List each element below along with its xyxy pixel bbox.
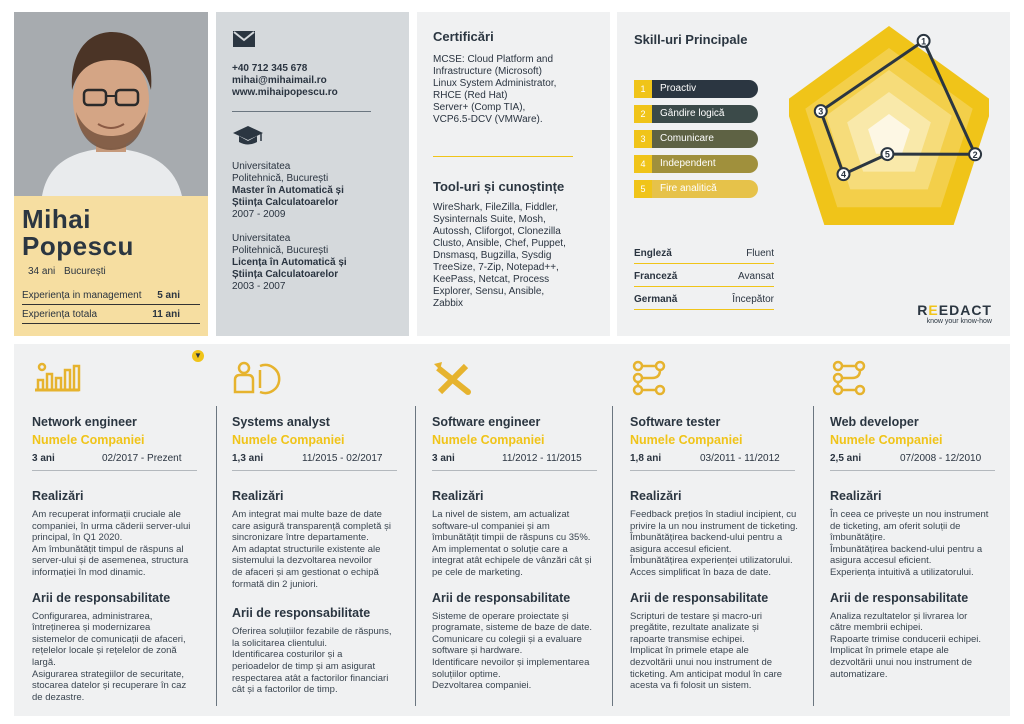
first-name: Mihai	[22, 204, 91, 234]
education-years: 2007 - 2009	[232, 209, 286, 220]
job-duration-row	[32, 453, 197, 471]
text-line: Dezvoltarea companiei.	[432, 680, 532, 692]
achievements-heading: Realizări	[32, 489, 84, 503]
text-line: de dezastre.	[32, 691, 85, 703]
text-line: Îmbunătățirea backend-ului pentru a	[830, 543, 983, 555]
text-line: sistemelor de comunicații de afaceri,	[32, 633, 186, 645]
text-line: automatizare.	[830, 668, 888, 680]
text-line: stocarea datelor și recuperare în caz	[32, 680, 187, 692]
achievements-text	[232, 509, 400, 590]
text-line: ticketing. Am anticipat modul în care	[630, 668, 783, 680]
phone-link[interactable]: +40 712 345 678	[232, 63, 308, 74]
text-line: privire la un nou instrument de ticketing.	[630, 520, 798, 532]
text-line: asigura accesul eficient.	[630, 543, 732, 555]
job-title: Web developer	[830, 415, 919, 429]
achievements-heading: Realizări	[232, 489, 284, 503]
text-line: îmbunătățit timpii de răspuns cu 35%.	[432, 532, 591, 544]
text-line: programate, sisteme de baze de date.	[432, 622, 593, 634]
skill-bar-5	[634, 180, 758, 198]
text-line: La nivel de sistem, am actualizat	[432, 509, 570, 520]
job-duration-row	[630, 453, 795, 471]
growth-chart-icon	[32, 360, 82, 396]
tool-line: TreeSize, 7-Zip, Notepad++,	[433, 262, 559, 273]
certifications-title: Certificări	[433, 29, 494, 44]
achievements-text	[630, 509, 798, 579]
job-title: Systems analyst	[232, 415, 330, 429]
text-line: companiei, în urma căderii server-ului	[32, 520, 191, 532]
education-years: 2003 - 2007	[232, 281, 286, 292]
text-line: pe cele de marketing.	[432, 566, 523, 578]
experience-value: 11 ani	[152, 309, 180, 320]
text-line: rapoarte transmise echipei.	[630, 633, 745, 645]
tool-line: Dnsmasq, Bugzilla, Sysdig	[433, 250, 552, 261]
language-name: Franceză	[634, 271, 678, 282]
text-line: sistemului la dezvoltarea nevoilor	[232, 555, 372, 567]
job-column	[214, 344, 414, 716]
skill-label: Independent	[660, 158, 716, 169]
text-line: către membrii echipei.	[830, 622, 923, 634]
text-line: Feedback prețios în stadiul incipient, cu	[630, 509, 797, 520]
tool-line: Sysinternals Suite, Mosh,	[433, 214, 546, 225]
text-line: Sisteme de operare proiectate și	[432, 610, 569, 622]
responsibilities-heading: Arii de responsabilitate	[630, 590, 769, 605]
text-line: În ceea ce privește un nou instrument	[830, 509, 989, 520]
cert-line: Infrastructure (Microsoft)	[433, 66, 542, 77]
brand-part: R	[917, 302, 929, 318]
job-duration: 2,5 ani	[830, 453, 862, 464]
language-level: Începător	[732, 294, 774, 305]
text-line: Acces simplificat în baza de date.	[630, 566, 771, 578]
company-name: Numele Companiei	[432, 433, 545, 447]
responsibilities-text	[630, 611, 798, 692]
text-line: Experiența intuitivă a utilizatorului.	[830, 566, 974, 578]
experience-label: Experiența in management	[22, 290, 142, 301]
skills-title: Skill-uri Principale	[634, 32, 748, 47]
text-line: informației în mod dinamic.	[32, 566, 146, 578]
text-line: cât și a factorilor de timp.	[232, 684, 338, 696]
text-line: rețelelor locale și rețelelor de zonă	[32, 645, 177, 657]
job-period: 03/2011 - 11/2012	[700, 453, 780, 464]
skill-label: Proactiv	[660, 83, 697, 94]
text-line: dezvoltării unui nou instrument de	[630, 656, 773, 668]
job-duration: 3 ani	[432, 453, 455, 464]
text-line: întreținerea și modernizarea	[32, 622, 151, 634]
design-tools-icon	[432, 360, 482, 396]
language-row	[634, 271, 774, 287]
envelope-icon	[232, 30, 256, 48]
cert-line: RHCE (Red Hat)	[433, 90, 508, 101]
language-level: Fluent	[746, 248, 774, 259]
text-line: Implicat în primele etape ale	[630, 645, 749, 657]
company-name: Numele Companiei	[630, 433, 743, 447]
job-period: 07/2008 - 12/2010	[900, 453, 982, 464]
job-column	[14, 344, 214, 716]
text-line: Am îmbunătățit timpul de răspuns al	[32, 543, 184, 555]
cert-line: VCP6.5-DCV (VMWare).	[433, 114, 543, 125]
text-line: Îmbunătățirea experienței utilizatorului.	[630, 555, 793, 567]
job-period: 11/2015 - 02/2017	[302, 453, 383, 464]
text-line: acesta va fi folosit un sistem.	[630, 680, 752, 692]
company-name: Numele Companiei	[232, 433, 345, 447]
section-divider	[433, 156, 573, 157]
language-row	[634, 294, 774, 310]
workflow-icon	[830, 360, 880, 396]
profile-photo	[14, 12, 208, 196]
chevron-down-icon[interactable]: ▼	[192, 350, 204, 362]
job-column	[414, 344, 614, 716]
skill-number: 1	[634, 80, 652, 98]
text-line: Am recuperat informații cruciale ale	[32, 509, 181, 520]
experience-value: 5 ani	[157, 290, 180, 301]
skill-label: Fire analitică	[660, 183, 717, 194]
tool-line: WireShark, FileZilla, Fiddler,	[433, 202, 559, 213]
skills-radar-chart	[789, 16, 989, 256]
responsibilities-heading: Arii de responsabilitate	[432, 590, 571, 605]
text-line: Am adaptat structurile existente ale	[232, 543, 381, 555]
text-line: Rapoarte trimise conducerii echipei.	[830, 633, 982, 645]
text-line: perioadelor de timp și am asigurat	[232, 660, 376, 672]
achievements-text	[830, 509, 998, 579]
text-line: dezvoltării unui nou instrument de	[830, 656, 973, 668]
skill-bar-4	[634, 155, 758, 173]
radar-point-label: 5	[884, 149, 890, 160]
text-line: de ticketing, am oferit soluții de	[830, 520, 961, 532]
degree: Știința Calculatoarelor	[232, 197, 339, 208]
job-period: 11/2012 - 11/2015	[502, 453, 582, 464]
skill-number: 3	[634, 130, 652, 148]
text-line: Am implementat o soluție care a	[432, 543, 568, 555]
tool-line: Explorer, Sensu, Ansible,	[433, 286, 545, 297]
person-analytics-icon	[232, 360, 282, 396]
cert-line: Linux System Administrator,	[433, 78, 557, 89]
cert-line: Server+ (Comp TIA),	[433, 102, 526, 113]
text-line: respectarea atât a factorilor financiari	[232, 672, 389, 684]
experience-label: Experiența totala	[22, 309, 98, 320]
text-line: principal, în Q1 2020.	[32, 532, 123, 544]
tool-line: Autossh, Cliforgot, Clonezilla	[433, 226, 561, 237]
name-card	[14, 196, 208, 336]
skill-number: 4	[634, 155, 652, 173]
language-name: Germană	[634, 294, 678, 305]
responsibilities-heading: Arii de responsabilitate	[830, 590, 969, 605]
tools-title: Tool-uri și cunoștințe	[433, 179, 565, 194]
email-link[interactable]: mihai@mihaimail.ro	[232, 75, 327, 86]
certifications-panel	[417, 12, 610, 336]
portrait-image	[14, 12, 208, 196]
responsibilities-heading: Arii de responsabilitate	[232, 606, 371, 621]
certifications-list	[433, 54, 596, 126]
job-duration-row	[232, 453, 397, 471]
achievements-heading: Realizări	[830, 489, 882, 503]
skill-number: 5	[634, 180, 652, 198]
job-duration: 1,8 ani	[630, 453, 662, 464]
job-title: Network engineer	[32, 415, 137, 429]
achievements-heading: Realizări	[432, 489, 484, 503]
text-line: integrat atât echipele de vânzări cât și	[432, 555, 592, 567]
experience-row	[22, 305, 200, 324]
text-line: Identificare nevoilor și implementarea	[432, 656, 590, 668]
radar-point-label: 4	[840, 169, 847, 180]
brand-part: E	[928, 302, 939, 318]
city: București	[64, 266, 106, 277]
workflow-icon	[630, 360, 680, 396]
text-line: Asigurarea strategiilor de securitate,	[32, 668, 185, 680]
job-column	[812, 344, 1012, 716]
last-name: Popescu	[22, 231, 134, 261]
job-duration-row	[830, 453, 995, 471]
text-line: Identificarea costurilor și a	[232, 649, 343, 661]
skill-label: Gândire logică	[660, 108, 725, 119]
brand-logo	[917, 302, 992, 325]
school-name: Universitatea	[232, 161, 291, 172]
work-experience-section	[14, 344, 1010, 716]
graduation-cap-icon	[232, 124, 264, 146]
brand-part: EDACT	[938, 302, 992, 318]
job-duration: 1,3 ani	[232, 453, 264, 464]
responsibilities-text	[232, 626, 400, 696]
contact-panel	[216, 12, 409, 336]
text-line: Scripturi de testare și macro-uri	[630, 610, 762, 622]
language-level: Avansat	[738, 271, 774, 282]
radar-point-label: 1	[921, 36, 927, 47]
text-line: Implicat în primele etape ale	[830, 645, 949, 657]
achievements-text	[32, 509, 200, 579]
text-line: formată din 2 juniori.	[232, 578, 319, 590]
text-line: Analiza rezultatelor și livrarea lor	[830, 610, 968, 622]
degree: Știința Calculatoarelor	[232, 269, 339, 280]
skill-bar-2	[634, 105, 758, 123]
tools-list	[433, 202, 596, 310]
text-line: Am integrat mai multe baze de date	[232, 509, 382, 520]
skill-number: 2	[634, 105, 652, 123]
skill-label: Comunicare	[660, 133, 714, 144]
radar-point-label: 2	[972, 149, 978, 160]
job-period: 02/2017 - Prezent	[102, 453, 182, 464]
tool-line: Zabbix	[433, 298, 464, 309]
text-line: software și hardware.	[432, 645, 523, 657]
language-name: Engleză	[634, 248, 672, 259]
job-title: Software engineer	[432, 415, 541, 429]
achievements-text	[432, 509, 600, 579]
responsibilities-text	[32, 611, 200, 704]
skills-panel	[617, 12, 1010, 336]
cert-line: MCSE: Cloud Platform and	[433, 54, 554, 65]
text-line: largă.	[32, 656, 56, 668]
text-line: pregătite, rezultate analizate și	[630, 622, 759, 634]
text-line: sincronizare între departamente.	[232, 532, 369, 544]
achievements-heading: Realizări	[630, 489, 682, 503]
education-entry	[232, 233, 395, 293]
website-link[interactable]: www.mihaipopescu.ro	[232, 87, 338, 98]
company-name: Numele Companiei	[830, 433, 943, 447]
job-duration-row	[432, 453, 597, 471]
education-entry	[232, 161, 395, 221]
text-line: Oferirea soluțiilor fezabile de răspuns,	[232, 626, 392, 638]
school-name: Politehnică, București	[232, 245, 329, 256]
degree: Licența în Automatică și	[232, 257, 347, 268]
text-line: software-ul companiei și am	[432, 520, 550, 532]
degree: Master în Automatică și	[232, 185, 344, 196]
radar-point-label: 3	[818, 106, 824, 117]
job-column	[612, 344, 812, 716]
responsibilities-heading: Arii de responsabilitate	[32, 590, 171, 605]
age: 34 ani	[28, 266, 56, 277]
skill-bar-3	[634, 130, 758, 148]
text-line: soluțiilor optime.	[432, 668, 501, 680]
company-name: Numele Companiei	[32, 433, 145, 447]
school-name: Politehnică, București	[232, 173, 329, 184]
experience-row	[22, 286, 200, 305]
text-line: de afaceri și am gestionat o echipă	[232, 566, 379, 578]
text-line: Comunicare cu colegii și a evaluare	[432, 633, 582, 645]
tool-line: Clusto, Ansible, Chef, Puppet,	[433, 238, 566, 249]
language-row	[634, 248, 774, 264]
brand-tagline: know your know-how	[926, 318, 992, 325]
text-line: asigura accesul eficient.	[830, 555, 932, 567]
text-line: Configurarea, administrarea,	[32, 610, 153, 622]
responsibilities-text	[830, 611, 998, 681]
job-duration: 3 ani	[32, 453, 55, 464]
text-line: server-ului și de asemenea, structura	[32, 555, 189, 567]
text-line: Îmbunătățirea backend-ului pentru a	[630, 532, 783, 544]
tool-line: KeePass, Netcat, Process	[433, 274, 550, 285]
text-line: îmbunătățire.	[830, 532, 886, 544]
text-line: la solicitarea clientului.	[232, 637, 328, 649]
responsibilities-text	[432, 611, 600, 692]
text-line: care asigură transparență completă și	[232, 520, 391, 532]
skill-bar-1	[634, 80, 758, 98]
job-title: Software tester	[630, 415, 721, 429]
school-name: Universitatea	[232, 233, 291, 244]
